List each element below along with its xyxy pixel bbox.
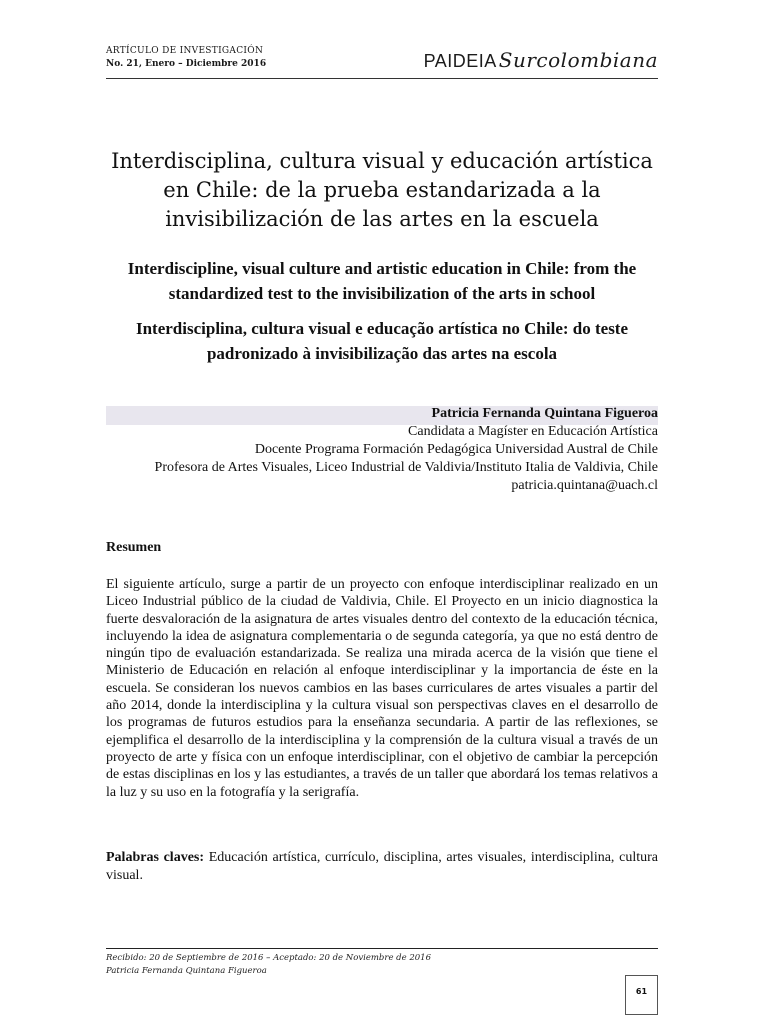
header-divider <box>106 78 658 79</box>
brand-primary: PAIDEIA <box>423 51 497 71</box>
footer <box>106 952 431 978</box>
author-email: patricia.quintana@uach.cl <box>511 478 658 493</box>
running-header <box>106 45 266 71</box>
section-label: ARTÍCULO DE INVESTIGACIÓN <box>106 46 264 56</box>
author-affiliation: Docente Programa Formación Pedagógica Universidad Austral de Chile <box>254 442 658 457</box>
page-number: 61 <box>635 987 648 996</box>
author-name: Patricia Fernanda Quintana Figueroa <box>431 406 658 421</box>
footer-divider <box>106 948 658 949</box>
title-english: Interdiscipline, visual culture and artistic education in Chile: from the standardized test to the invisibilization of the arts in school <box>127 259 637 303</box>
journal-logo <box>424 46 658 75</box>
author-block <box>106 405 658 495</box>
keywords <box>106 849 658 884</box>
abstract-body: El siguiente artículo, surge a partir de un proyecto con enfoque interdisciplinar realizado en un Liceo Industrial público de la ciudad de Valdivia, Chile. El Proyecto en un inicio diagnostica la fuerte desvaloración de la asignatura de artes visuales dentro del contexto de la educación técnica, incluyendo la idea de asignatura complementaria o de segunda categoría, ya que no está dentro de ningún tipo de evaluación estandarizada. Se realiza una mirada acerca de la visión que tiene el Ministerio de Educación en relación al enfoque interdisciplinar y la importancia de éste en la escuela. Se consideran los nuevos cambios en las bases curriculares de artes visuales a partir del año 2014, donde la interdisciplina y la cultura visual son perspectivas claves en el desarrollo de los programas de futuros estudios para la enseñanza secundaria. A partir de las reflexiones, se ejemplifica el desarrollo de la interdisciplina y la comprensión de la cultura visual a través de un proyecto de arte y física con un enfoque interdisciplinar, con el objetivo de cambiar la percepción de estas disciplinas en los y las estudiantes, a través de un taller que abordará los temas relativos a la luz y su uso en la fotografía y la serigrafía. <box>106 577 658 800</box>
footer-author: Patricia Fernanda Quintana Figueroa <box>106 966 267 976</box>
author-affiliation: Profesora de Artes Visuales, Liceo Industrial de Valdivia/Instituto Italia de Valdivia, Chile <box>154 460 658 475</box>
abstract-heading: Resumen <box>106 540 162 555</box>
title-portuguese: Interdisciplina, cultura visual e educação artística no Chile: do teste padronizado à invisibilização das artes na escola <box>135 319 629 363</box>
keywords-text: Educación artística, currículo, disciplina, artes visuales, interdisciplina, cultura visual. <box>106 850 658 883</box>
keywords-label: Palabras claves: <box>106 850 205 865</box>
footer-dates: Recibido: 20 de Septiembre de 2016 – Aceptado: 20 de Noviembre de 2016 <box>106 953 431 963</box>
title-spanish: Interdisciplina, cultura visual y educación artística en Chile: de la prueba estandarizada a la invisibilización de las artes en la escuela <box>111 149 653 231</box>
brand-secondary: Surcolombiana <box>498 48 658 72</box>
issue-label: No. 21, Enero – Diciembre 2016 <box>106 59 267 69</box>
author-affiliation: Candidata a Magíster en Educación Artística <box>408 424 658 439</box>
